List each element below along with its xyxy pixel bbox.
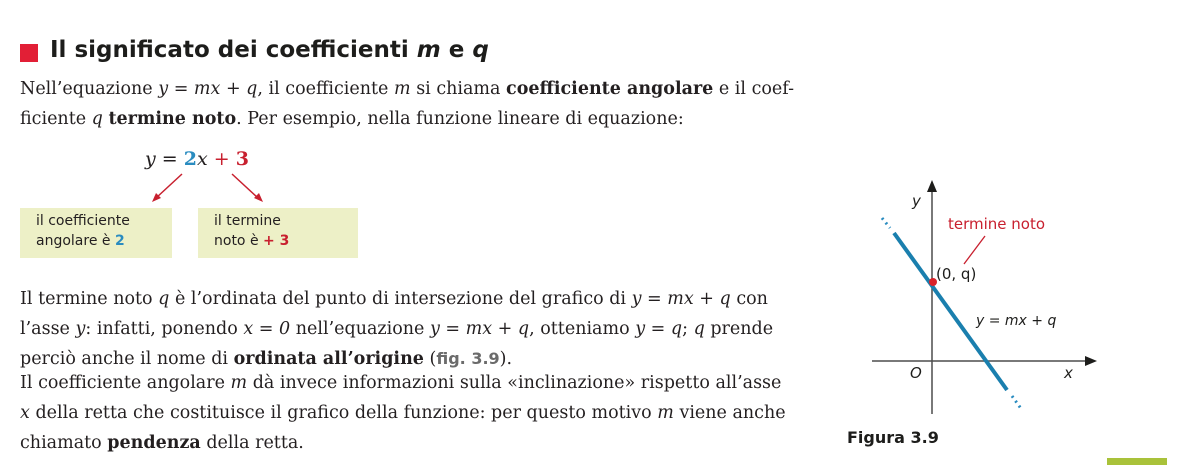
- text-fragment: , otteniamo: [529, 319, 630, 339]
- line-equation-label: y = mx + q: [976, 313, 1057, 329]
- paragraph-slope: [20, 368, 835, 458]
- title-var-q: q: [472, 37, 489, 63]
- paragraph-intercept: [20, 284, 835, 374]
- text-fragment: m: [230, 373, 248, 393]
- label-box-constant: [198, 208, 358, 258]
- line-dotted-start: [882, 218, 890, 228]
- text-fragment: : infatti, ponendo: [85, 319, 238, 339]
- section-title: [50, 37, 489, 63]
- title-text: Il significato dei coefficienti: [50, 37, 409, 63]
- text-fragment: x = 0: [243, 319, 291, 339]
- text-fragment: y = mx + q: [631, 289, 731, 309]
- text-fragment: y = mx + q: [429, 319, 530, 339]
- text-fragment: perciò anche il nome di: [20, 349, 228, 369]
- text-fragment: ;: [682, 319, 688, 339]
- text-fragment: m: [657, 403, 674, 423]
- x-axis-label: x: [1064, 364, 1073, 382]
- text-fragment: +: [213, 148, 230, 170]
- text-fragment: y: [75, 319, 86, 339]
- term-termine-noto: termine noto: [108, 109, 237, 129]
- text-fragment: con: [736, 289, 768, 309]
- title-and: e: [448, 37, 465, 63]
- text-fragment: si chiama: [416, 79, 501, 99]
- example-equation: [145, 148, 249, 170]
- intercept-label: (0, q): [936, 265, 977, 283]
- figure-graph: [872, 178, 1102, 418]
- text-fragment: Nell’equazione: [20, 79, 153, 99]
- inline-equation: y = mx + q: [158, 79, 258, 99]
- text-fragment: y = q: [635, 319, 683, 339]
- text-fragment: (: [429, 349, 437, 369]
- title-marker: [20, 44, 38, 62]
- text-fragment: e il coef-: [718, 79, 795, 99]
- box-constant-value: + 3: [263, 233, 290, 249]
- equation-coefficient: 2: [183, 148, 197, 170]
- annotation-termine-noto: termine noto: [948, 215, 1046, 233]
- y-axis-arrow-icon: [927, 180, 937, 192]
- label-box-coefficient: [20, 208, 172, 258]
- term-ordinata-origine: ordinata all’origine: [233, 349, 424, 369]
- y-axis-label: y: [912, 192, 921, 210]
- figure-reference-link: fig. 3.9: [436, 349, 500, 368]
- arrow-to-coefficient-icon: [148, 170, 188, 206]
- text-fragment: nell’equazione: [295, 319, 425, 339]
- text-fragment: q: [693, 319, 705, 339]
- text-fragment: m: [394, 79, 411, 99]
- text-fragment: della retta che costituisce il grafico della funzione: per questo motivo: [35, 403, 652, 423]
- text-fragment: y: [145, 148, 156, 170]
- x-axis-arrow-icon: [1085, 356, 1097, 366]
- text-fragment: . Per esempio, nella funzione lineare di equazione:: [236, 109, 684, 129]
- text-fragment: Il coefficiente angolare: [20, 373, 225, 393]
- text-fragment: viene anche: [679, 403, 786, 423]
- text-fragment: q: [91, 109, 103, 129]
- text-fragment: chiamato: [20, 433, 102, 453]
- text-fragment: Il termine noto: [20, 289, 153, 309]
- text-fragment: q: [158, 289, 170, 309]
- box-coefficient-value: 2: [114, 233, 125, 249]
- annotation-pointer: [964, 236, 985, 264]
- text-fragment: della retta.: [206, 433, 304, 453]
- text-fragment: ficiente: [20, 109, 87, 129]
- text-fragment: , il coefficiente: [257, 79, 389, 99]
- equation-constant: 3: [235, 148, 249, 170]
- arrow-to-constant-icon: [228, 170, 268, 206]
- text-fragment: prende: [710, 319, 774, 339]
- text-fragment: x: [196, 148, 208, 170]
- origin-label: O: [910, 364, 922, 382]
- text-fragment: noto è: [214, 233, 259, 249]
- page-number-tab: [1107, 458, 1167, 465]
- text-fragment: angolare è: [36, 233, 111, 249]
- text-fragment: dà invece informazioni sulla «inclinazione» rispetto all’asse: [252, 373, 782, 393]
- title-var-m: m: [416, 37, 441, 63]
- text-fragment: =: [161, 148, 178, 170]
- text-fragment: il coefficiente: [36, 213, 130, 229]
- text-fragment: l’asse: [20, 319, 70, 339]
- figure-caption: Figura 3.9: [847, 428, 939, 447]
- text-fragment: è l’ordinata del punto di intersezione del grafico di: [174, 289, 627, 309]
- text-fragment: il termine: [214, 213, 281, 229]
- paragraph-intro: [20, 74, 835, 134]
- text-fragment: ).: [499, 349, 513, 369]
- line-dotted-end: [1012, 396, 1022, 410]
- text-fragment: x: [20, 403, 30, 423]
- term-pendenza: pendenza: [107, 433, 201, 453]
- term-coefficiente-angolare: coefficiente angolare: [506, 79, 714, 99]
